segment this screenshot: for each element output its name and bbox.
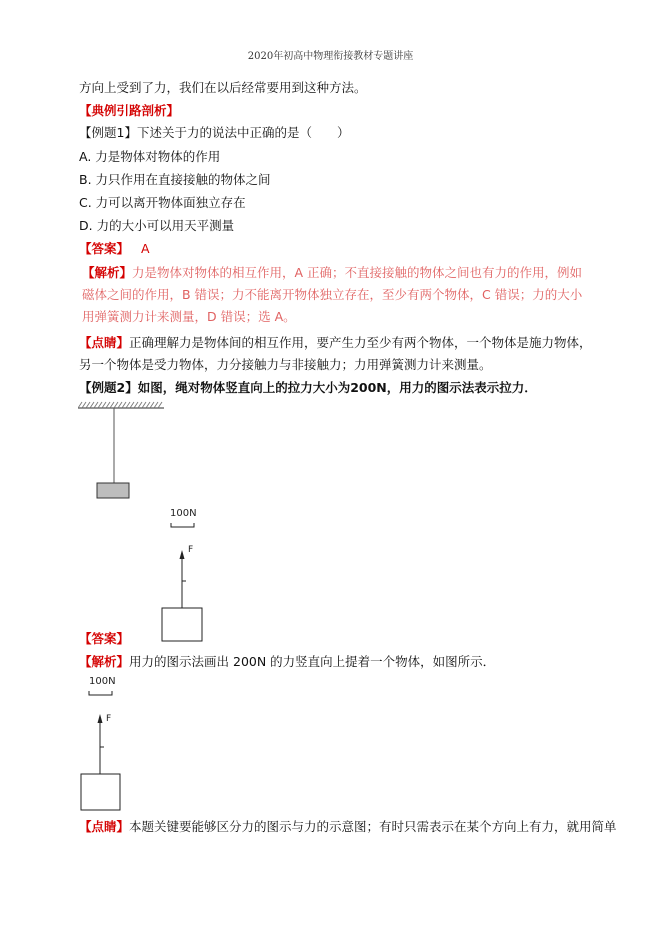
- example-1-answer: [79, 241, 150, 257]
- force-arrowhead-2: [98, 714, 103, 723]
- force-label-2: F: [106, 714, 112, 724]
- ceiling-string-block-figure: [78, 400, 168, 505]
- force-diagram-1: [160, 518, 210, 644]
- force-diagram-2: [79, 686, 129, 814]
- example-1-question: [79, 125, 349, 141]
- option-c: C. 力可以离开物体面独立存在: [79, 195, 246, 210]
- example-2-tip: [79, 819, 617, 835]
- page-header: 2020年初高中物理衔接教材专题讲座: [247, 51, 414, 62]
- example-1-tip: [79, 332, 594, 376]
- force-arrowhead: [180, 550, 185, 559]
- scale-bar-2: [89, 691, 112, 695]
- example-2-question: 【例题2】如图，绳对物体竖直向上的拉力大小为200N，用力的图示法表示拉力．: [79, 380, 537, 395]
- solution-label: 【解析】: [82, 265, 133, 280]
- tip-label-2: 【点睛】: [79, 819, 130, 834]
- solution-text: 力是物体对物体的相互作用，A 正确；不直接接触的物体之间也有力的作用，例如磁体之间的作用，B 错误；力不能离开物体独立存在，至少有两个物体，C 错误；力的大小用弹簧测力计来测量，D 错误；选 A。: [82, 265, 583, 324]
- option-b: B. 力只作用在直接接触的物体之间: [79, 172, 271, 187]
- force-label: F: [188, 545, 194, 555]
- example-2-solution: [79, 654, 495, 670]
- tip-text: 正确理解力是物体间的相互作用，要产生力至少有两个物体，一个物体是施力物体，另一个物体是受力物体，力分接触力与非接触力；力用弹簧测力计来测量。: [79, 335, 592, 372]
- solution-text-2: 用力的图示法画出 200N 的力竖直向上提着一个物体，如图所示．: [129, 654, 496, 669]
- hanging-block: [97, 483, 129, 498]
- answer-value: A: [141, 241, 150, 256]
- scale-label: 100N: [170, 508, 197, 519]
- example-2-answer-label: 【答案】: [79, 631, 130, 646]
- box-object-2: [81, 774, 120, 810]
- scale-label-2: 100N: [89, 676, 116, 687]
- section-title: 【典例引路剖析】: [79, 103, 180, 118]
- answer-label: 【答案】: [79, 241, 130, 256]
- tip-text-2: 本题关键要能够区分力的图示与力的示意图；有时只需表示在某个方向上有力，就用简单: [129, 819, 617, 834]
- option-d: D. 力的大小可以用天平测量: [79, 218, 235, 233]
- solution-label-2: 【解析】: [79, 654, 130, 669]
- scale-bar: [171, 523, 194, 527]
- example-1-solution: [82, 262, 592, 328]
- option-a: A. 力是物体对物体的作用: [79, 149, 221, 164]
- example-1-question-text: 【例题1】下述关于力的说法中正确的是（ ）: [79, 125, 350, 140]
- intro-text: 方向上受到了力，我们在以后经常要用到这种方法。: [79, 80, 367, 95]
- box-object: [162, 608, 202, 641]
- tip-label: 【点睛】: [79, 335, 130, 350]
- ceiling-hatch: [78, 402, 164, 408]
